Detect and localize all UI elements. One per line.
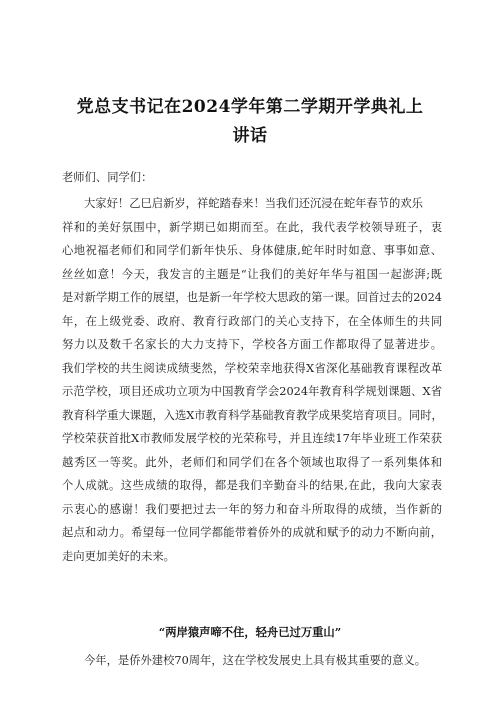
document-title-line-2: 讲话 (232, 126, 268, 146)
body-line: 教育科学重大课题，入选X市教育科学基础教育教学成果奖培育项目。同时， (62, 409, 443, 422)
body-line: 起点和动力。希望每一位同学都能带着侨外的成就和赋予的动力不断向前， (62, 526, 442, 539)
body-line: 学校荣获首批X市教师发展学校的光荣称号，并且连续17年毕业班工作荣获 (62, 432, 442, 445)
body-line: 今年，是侨外建校70周年，这在学校发展史上具有极其重要的意义。 (84, 654, 426, 667)
body-line: 走向更加美好的未来。 (62, 550, 175, 563)
body-line: 祥和的美好氛围中，新学期已如期而至。在此，我代表学校领导班子，衷 (62, 221, 442, 234)
body-line: 大家好！乙巳启新岁，祥蛇踏春来！当我们还沉浸在蛇年春节的欢乐 (84, 197, 423, 210)
body-line: 个人成就。这些成绩的取得，都是我们辛勤奋斗的结果,在此，我向大家表 (62, 479, 442, 492)
section-heading: “两岸猿声啼不住，轻舟已过万重山” (158, 625, 342, 639)
body-line: 示衷心的感谢！我们要把过去一年的努力和奋斗所取得的成绩，当作新的 (62, 503, 442, 516)
body-line: 丝丝如意！今天，我发言的主题是“让我们的美好年华与祖国一起澎湃;既 (62, 268, 442, 281)
document-title-line-1: 党总支书记在2024学年第二学期开学典礼上 (76, 97, 424, 117)
body-line: 示范学校，项目还成功立项为中国教育学会2024年教育科学规划课题、X省 (62, 385, 442, 398)
body-line: 心地祝福老师们和同学们新年快乐、身体健康,蛇年时时如意、事事如意、 (62, 244, 442, 257)
salutation: 老师们、同学们： (62, 171, 153, 184)
body-line: 是对新学期工作的展望，也是新一年学校大思政的第一课。回首过去的2024 (62, 291, 442, 304)
body-line: 我们学校的共生阅读成绩斐然，学校荣幸地获得X省深化基础教育课程改革 (62, 362, 442, 375)
body-line: 年，在上级党委、政府、教育行政部门的关心支持下，在全体师生的共同 (62, 315, 442, 328)
body-line: 努力以及数千名家长的大力支持下，学校各方面工作都取得了显著进步。 (62, 338, 442, 351)
body-line: 越秀区一等奖。此外，老师们和同学们在各个领域也取得了一系列集体和 (62, 456, 442, 469)
